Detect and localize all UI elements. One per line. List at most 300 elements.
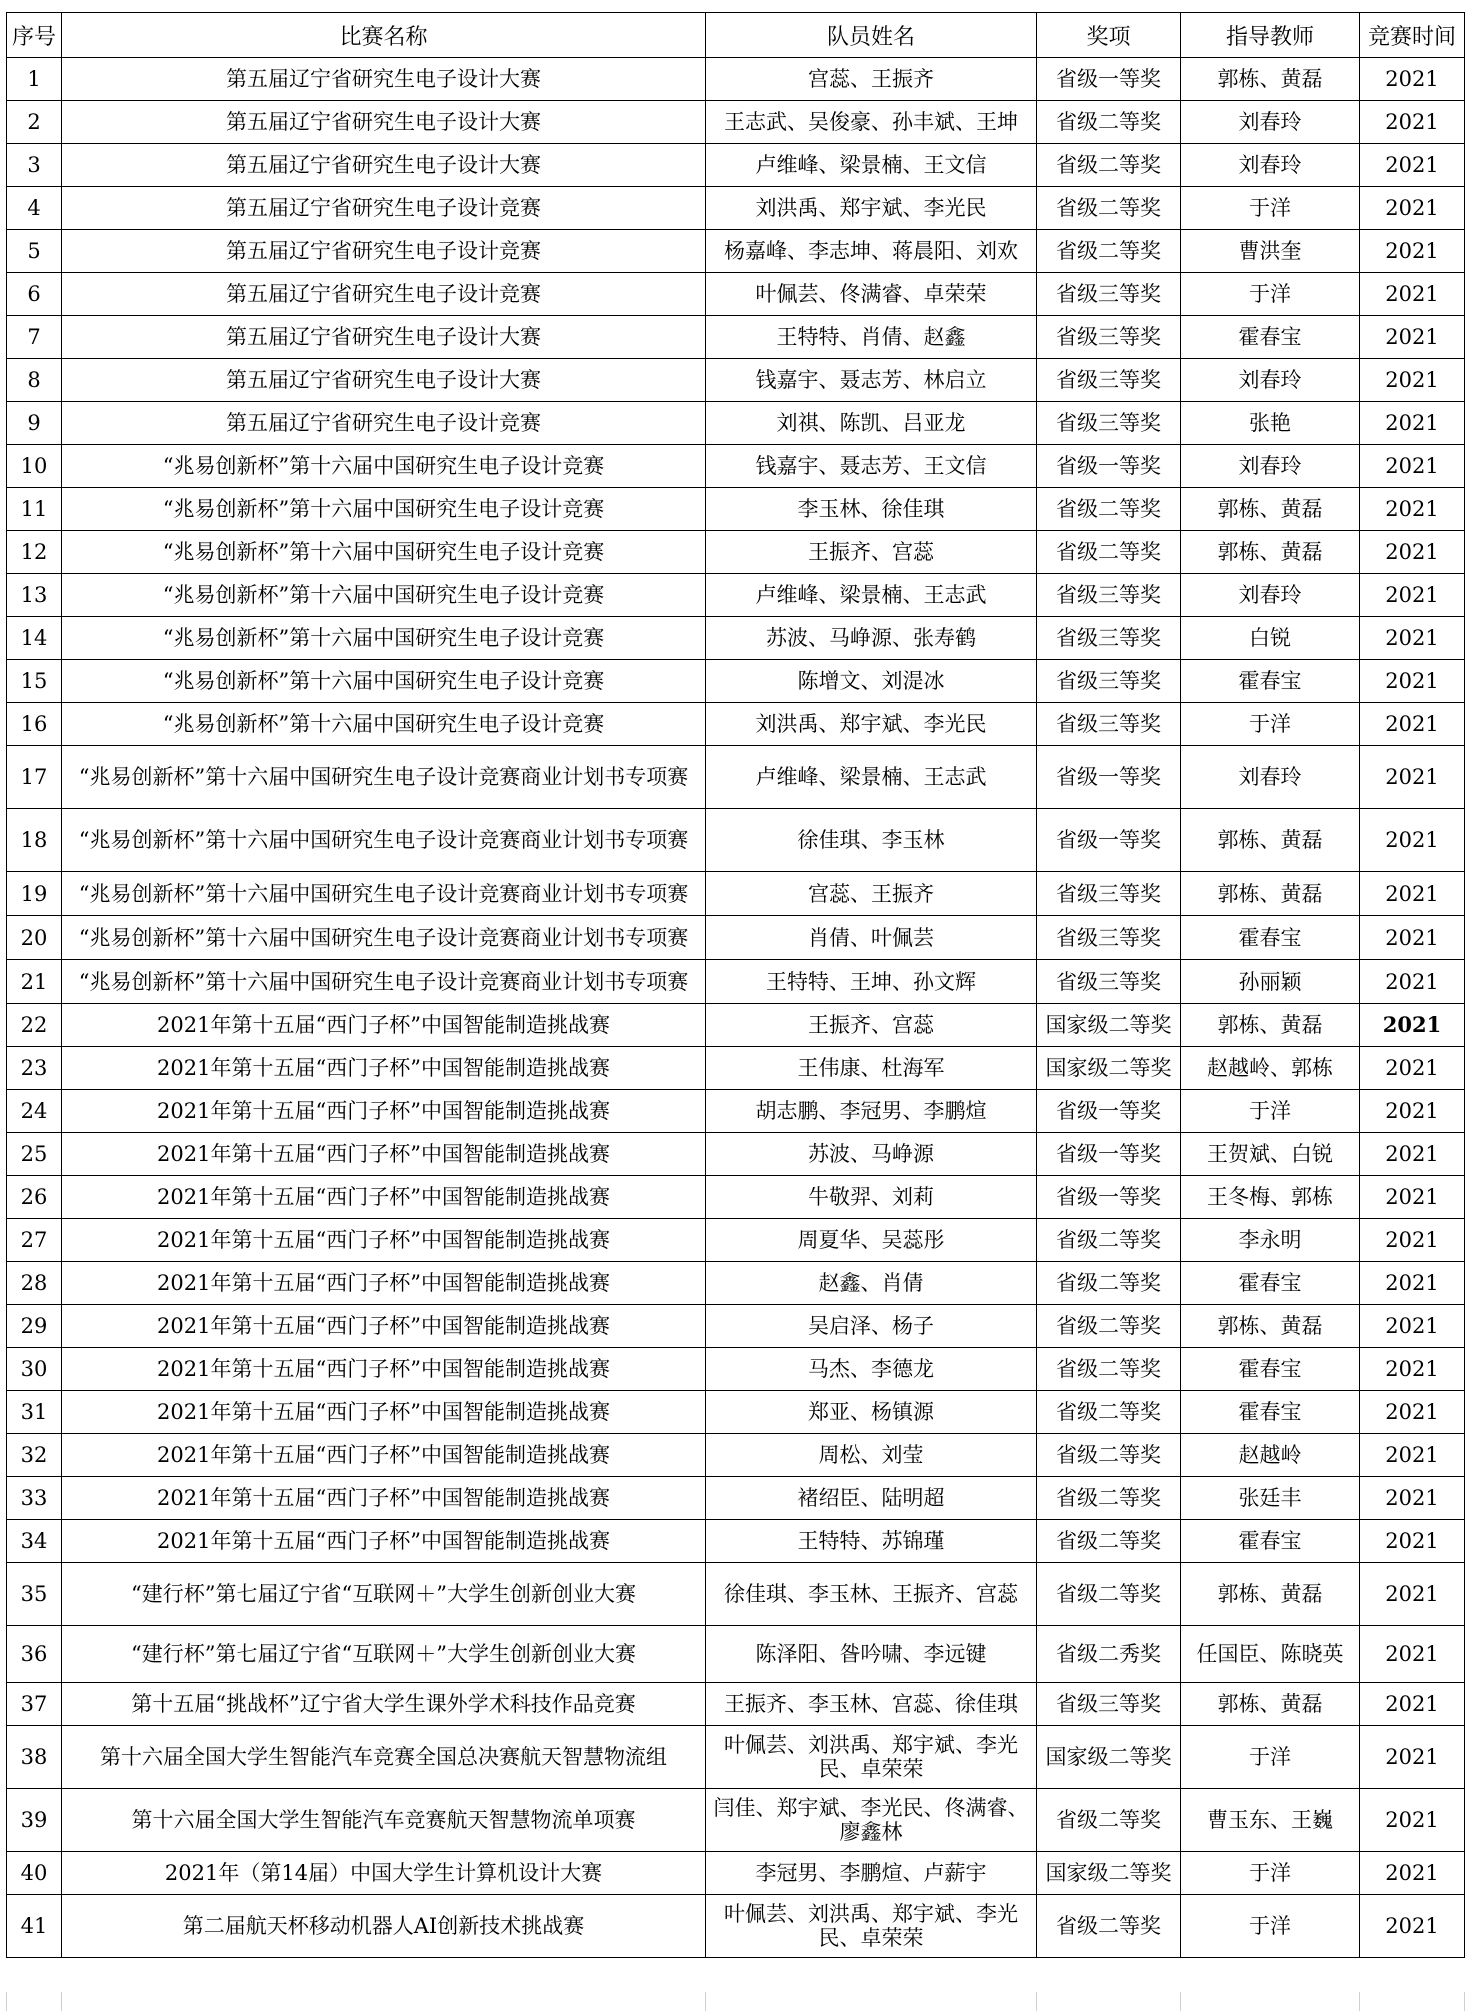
header-members: 队员姓名 (706, 13, 1037, 58)
award-level (1037, 1176, 1181, 1219)
row-number-text: 13 (20, 583, 48, 607)
team-members-text: 卢维峰、梁景楠、王志武 (755, 765, 987, 789)
competition-year-text: 2021 (1382, 1012, 1442, 1037)
competition-year-text: 2021 (1385, 669, 1439, 693)
advisor (1181, 273, 1360, 316)
team-members-text: 肖倩、叶佩芸 (808, 925, 934, 950)
team-members-text: 刘祺、陈凯、吕亚龙 (776, 411, 966, 435)
competition-year-text: 2021 (1385, 540, 1439, 564)
award-level-text: 省级一等奖 (1056, 1185, 1161, 1209)
table-row (7, 402, 1465, 445)
table-row (7, 1789, 1465, 1852)
award-level-text: 省级一等奖 (1056, 765, 1161, 789)
award-level (1037, 488, 1181, 531)
table-row (7, 960, 1465, 1004)
header-row (7, 13, 1465, 58)
award-level-text: 国家级二等奖 (1045, 1056, 1172, 1080)
award-level-text: 省级三等奖 (1056, 881, 1161, 906)
competition-year (1360, 1219, 1465, 1262)
competition-name (62, 1004, 706, 1047)
row-number (7, 660, 62, 703)
advisor (1181, 316, 1360, 359)
advisor (1181, 1262, 1360, 1305)
competition-name (62, 273, 706, 316)
advisor-text: 刘春玲 (1238, 153, 1302, 177)
award-level-text: 省级三等奖 (1056, 282, 1161, 306)
competition-name-text: 2021年第十五届“西门子杯”中国智能制造挑战赛 (157, 1142, 610, 1166)
competition-name-text: “兆易创新杯”第十六届中国研究生电子设计竞赛 (162, 583, 605, 607)
competition-name-text: “兆易创新杯”第十六届中国研究生电子设计竞赛商业计划书专项赛 (78, 828, 689, 852)
competition-year-text: 2021 (1385, 1692, 1439, 1716)
team-members (706, 402, 1037, 445)
award-level-text: 省级三等奖 (1056, 925, 1161, 950)
competition-year-text: 2021 (1385, 497, 1439, 521)
row-number (7, 1219, 62, 1262)
competition-name-text: “兆易创新杯”第十六届中国研究生电子设计竞赛商业计划书专项赛 (78, 969, 689, 994)
team-members-text: 钱嘉宇、聂志芳、王文信 (755, 454, 987, 478)
table-row (7, 316, 1465, 359)
competition-name-text: “兆易创新杯”第十六届中国研究生电子设计竞赛 (162, 669, 605, 693)
competition-year (1360, 1434, 1465, 1477)
advisor-text: 刘春玲 (1238, 765, 1302, 789)
table-row (7, 1563, 1465, 1626)
row-number (7, 187, 62, 230)
row-number-text: 1 (27, 67, 41, 91)
competition-name-text: 第二届航天杯移动机器人AI创新技术挑战赛 (182, 1914, 585, 1938)
award-level-text: 省级二等奖 (1056, 1314, 1161, 1338)
award-level-text: 省级二秀奖 (1056, 1642, 1161, 1666)
team-members-text: 王振齐、李玉林、宫蕊、徐佳琪 (724, 1692, 1018, 1716)
competition-year (1360, 1348, 1465, 1391)
competition-name-text: 2021年第十五届“西门子杯”中国智能制造挑战赛 (157, 1443, 610, 1467)
grid-line (705, 1992, 706, 2011)
competition-name-text: “兆易创新杯”第十六届中国研究生电子设计竞赛 (162, 712, 605, 736)
award-level-text: 省级二等奖 (1056, 1400, 1161, 1424)
team-members (706, 1133, 1037, 1176)
competition-name-text: 2021年第十五届“西门子杯”中国智能制造挑战赛 (157, 1228, 610, 1252)
team-members-text: 周夏华、吴蕊彤 (797, 1228, 945, 1252)
competition-year (1360, 916, 1465, 960)
award-level-text: 省级二等奖 (1056, 153, 1161, 177)
advisor (1181, 1789, 1360, 1852)
row-number-text: 17 (20, 765, 48, 789)
team-members-text: 刘洪禹、郑宇斌、李光民 (755, 712, 987, 736)
award-level (1037, 273, 1181, 316)
competition-name (62, 488, 706, 531)
team-members-text: 王特特、肖倩、赵鑫 (776, 325, 966, 349)
table-row (7, 1348, 1465, 1391)
row-number-text: 7 (27, 325, 41, 349)
advisor (1181, 746, 1360, 809)
advisor (1181, 1348, 1360, 1391)
row-number (7, 1852, 62, 1895)
advisor-text: 王冬梅、郭栋 (1207, 1185, 1333, 1209)
competition-year-text: 2021 (1385, 325, 1439, 349)
competition-year-text: 2021 (1385, 626, 1439, 650)
award-level-text: 省级二等奖 (1056, 1271, 1161, 1295)
advisor (1181, 1004, 1360, 1047)
row-number (7, 1434, 62, 1477)
advisor (1181, 1683, 1360, 1726)
row-number (7, 1726, 62, 1789)
award-level (1037, 809, 1181, 872)
team-members-text: 宫蕊、王振齐 (808, 67, 934, 91)
team-members (706, 187, 1037, 230)
competition-name-text: “兆易创新杯”第十六届中国研究生电子设计竞赛 (162, 540, 605, 564)
row-number-text: 16 (20, 712, 48, 736)
competition-year (1360, 144, 1465, 187)
award-level (1037, 1305, 1181, 1348)
award-level (1037, 58, 1181, 101)
grid-line (1036, 1992, 1037, 2011)
row-number (7, 230, 62, 273)
competition-name (62, 316, 706, 359)
team-members (706, 574, 1037, 617)
competition-name-text: 第五届辽宁省研究生电子设计竞赛 (226, 282, 541, 306)
competition-year-text: 2021 (1385, 1185, 1439, 1209)
row-number (7, 1683, 62, 1726)
advisor-text: 于洋 (1249, 196, 1291, 220)
table-row (7, 617, 1465, 660)
competition-year-text: 2021 (1385, 1056, 1439, 1080)
advisor (1181, 916, 1360, 960)
row-number-text: 19 (20, 881, 48, 906)
row-number (7, 872, 62, 916)
competition-name (62, 230, 706, 273)
team-members (706, 1176, 1037, 1219)
award-level-text: 省级三等奖 (1056, 368, 1161, 392)
competition-name (62, 660, 706, 703)
row-number-text: 18 (20, 828, 48, 852)
row-number-text: 9 (27, 411, 41, 435)
award-level (1037, 574, 1181, 617)
advisor-text: 郭栋、黄磊 (1217, 497, 1323, 521)
competition-name-text: “兆易创新杯”第十六届中国研究生电子设计竞赛商业计划书专项赛 (78, 765, 689, 789)
team-members (706, 1219, 1037, 1262)
row-number (7, 359, 62, 402)
row-number (7, 1004, 62, 1047)
competition-year (1360, 273, 1465, 316)
header-teacher: 指导教师 (1181, 13, 1360, 58)
row-number (7, 809, 62, 872)
table-row (7, 1219, 1465, 1262)
competition-name (62, 1176, 706, 1219)
advisor-text: 霍春宝 (1238, 669, 1302, 693)
row-number (7, 316, 62, 359)
team-members (706, 230, 1037, 273)
row-number-text: 21 (20, 969, 48, 994)
competition-name (62, 402, 706, 445)
award-level-text: 省级二等奖 (1056, 1228, 1161, 1252)
competition-name-text: 2021年第十五届“西门子杯”中国智能制造挑战赛 (157, 1185, 610, 1209)
competition-name (62, 1133, 706, 1176)
table-row (7, 1391, 1465, 1434)
team-members-text: 吴启泽、杨子 (808, 1314, 934, 1338)
award-level (1037, 187, 1181, 230)
advisor-text: 于洋 (1249, 1099, 1291, 1123)
team-members-text: 卢维峰、梁景楠、王文信 (755, 153, 987, 177)
competition-name-text: 2021年第十五届“西门子杯”中国智能制造挑战赛 (157, 1271, 610, 1295)
competition-year-text: 2021 (1385, 1486, 1439, 1510)
row-number-text: 39 (20, 1808, 48, 1832)
award-level-text: 省级二等奖 (1056, 1486, 1161, 1510)
advisor-text: 郭栋、黄磊 (1217, 881, 1323, 906)
competition-name (62, 1789, 706, 1852)
row-number-text: 23 (20, 1056, 48, 1080)
row-number-text: 3 (27, 153, 41, 177)
header-competition: 比赛名称 (62, 13, 706, 58)
award-level-text: 省级二等奖 (1056, 1443, 1161, 1467)
award-level (1037, 703, 1181, 746)
table-row (7, 916, 1465, 960)
competition-name-text: 2021年第十五届“西门子杯”中国智能制造挑战赛 (157, 1529, 610, 1553)
team-members (706, 1683, 1037, 1726)
competition-name-text: 第十六届全国大学生智能汽车竞赛全国总决赛航天智慧物流组 (100, 1745, 667, 1769)
competition-year-text: 2021 (1385, 828, 1439, 852)
row-number (7, 1477, 62, 1520)
advisor-text: 刘春玲 (1238, 583, 1302, 607)
row-number (7, 960, 62, 1004)
table-row (7, 445, 1465, 488)
row-number (7, 402, 62, 445)
team-members-text: 陈增文、刘湜冰 (797, 669, 945, 693)
advisor-text: 霍春宝 (1238, 1400, 1302, 1424)
row-number (7, 531, 62, 574)
competition-year-text: 2021 (1385, 1314, 1439, 1338)
competition-year (1360, 1047, 1465, 1090)
advisor-text: 霍春宝 (1238, 925, 1302, 950)
competition-name (62, 445, 706, 488)
award-level (1037, 1895, 1181, 1958)
advisor-text: 王贺斌、白锐 (1207, 1142, 1333, 1166)
table-row (7, 488, 1465, 531)
advisor (1181, 101, 1360, 144)
advisor (1181, 703, 1360, 746)
grid-line (1464, 1992, 1465, 2011)
team-members (706, 703, 1037, 746)
team-members-text: 叶佩芸、佟满睿、卓荣荣 (755, 282, 987, 306)
competition-year (1360, 445, 1465, 488)
competition-name-text: 第五届辽宁省研究生电子设计大赛 (226, 368, 541, 392)
row-number (7, 1348, 62, 1391)
advisor-text: 李永明 (1238, 1228, 1302, 1252)
competition-year (1360, 1262, 1465, 1305)
competition-name (62, 703, 706, 746)
advisor (1181, 1219, 1360, 1262)
competition-year-text: 2021 (1385, 1142, 1439, 1166)
table-row (7, 872, 1465, 916)
advisor (1181, 1477, 1360, 1520)
table-row (7, 1852, 1465, 1895)
competition-name (62, 1047, 706, 1090)
competition-year (1360, 1133, 1465, 1176)
advisor (1181, 187, 1360, 230)
advisor-text: 刘春玲 (1238, 368, 1302, 392)
competition-year-text: 2021 (1385, 153, 1439, 177)
competition-year (1360, 1004, 1465, 1047)
row-number (7, 1262, 62, 1305)
team-members (706, 58, 1037, 101)
award-level (1037, 1789, 1181, 1852)
competition-year (1360, 58, 1465, 101)
advisor (1181, 402, 1360, 445)
team-members (706, 488, 1037, 531)
competition-year-text: 2021 (1385, 368, 1439, 392)
table-row (7, 1305, 1465, 1348)
award-level-text: 省级三等奖 (1056, 969, 1161, 994)
grid-line (1359, 1992, 1360, 2011)
competition-name-text: 2021年第十五届“西门子杯”中国智能制造挑战赛 (157, 1486, 610, 1510)
advisor-text: 于洋 (1249, 282, 1291, 306)
team-members (706, 1391, 1037, 1434)
competition-year-text: 2021 (1385, 583, 1439, 607)
table-row (7, 1133, 1465, 1176)
team-members-text: 郑亚、杨镇源 (808, 1400, 934, 1424)
team-members (706, 1305, 1037, 1348)
competition-name-text: 2021年第十五届“西门子杯”中国智能制造挑战赛 (157, 1400, 610, 1424)
row-number (7, 1090, 62, 1133)
advisor (1181, 230, 1360, 273)
team-members (706, 1852, 1037, 1895)
competition-name-text: “兆易创新杯”第十六届中国研究生电子设计竞赛商业计划书专项赛 (78, 925, 689, 950)
award-level (1037, 1434, 1181, 1477)
competition-year-text: 2021 (1385, 1228, 1439, 1252)
competition-name (62, 1895, 706, 1958)
advisor (1181, 1895, 1360, 1958)
competition-name (62, 1726, 706, 1789)
advisor-text: 郭栋、黄磊 (1217, 1314, 1323, 1338)
team-members (706, 660, 1037, 703)
team-members (706, 1477, 1037, 1520)
competition-name-text: 2021年第十五届“西门子杯”中国智能制造挑战赛 (157, 1056, 610, 1080)
row-number (7, 746, 62, 809)
advisor (1181, 1047, 1360, 1090)
competition-year (1360, 1090, 1465, 1133)
competition-name (62, 872, 706, 916)
competition-year (1360, 1852, 1465, 1895)
award-level-text: 省级二等奖 (1056, 110, 1161, 134)
team-members (706, 1434, 1037, 1477)
competition-year-text: 2021 (1385, 110, 1439, 134)
row-number-text: 38 (20, 1745, 48, 1769)
competition-name-text: 第五届辽宁省研究生电子设计竞赛 (226, 411, 541, 435)
advisor-text: 郭栋、黄磊 (1217, 1582, 1323, 1606)
advisor-text: 霍春宝 (1238, 1529, 1302, 1553)
award-level (1037, 144, 1181, 187)
competition-name (62, 1626, 706, 1683)
competition-year-text: 2021 (1385, 1357, 1439, 1381)
table-row (7, 1895, 1465, 1958)
row-number-text: 41 (20, 1914, 48, 1938)
competition-year (1360, 1176, 1465, 1219)
competition-name (62, 1391, 706, 1434)
award-level-text: 国家级二等奖 (1045, 1013, 1172, 1037)
award-level-text: 省级二等奖 (1056, 1529, 1161, 1553)
row-number-text: 8 (27, 368, 41, 392)
award-level (1037, 1563, 1181, 1626)
team-members (706, 144, 1037, 187)
competition-name-text: “兆易创新杯”第十六届中国研究生电子设计竞赛 (162, 497, 605, 521)
awards-table (6, 12, 1465, 1958)
team-members (706, 445, 1037, 488)
team-members-text: 王伟康、杜海军 (797, 1056, 945, 1080)
team-members (706, 1047, 1037, 1090)
competition-name (62, 809, 706, 872)
award-level (1037, 1726, 1181, 1789)
grid-line (6, 1992, 7, 2011)
competition-year-text: 2021 (1385, 1099, 1439, 1123)
award-level (1037, 531, 1181, 574)
advisor-text: 郭栋、黄磊 (1217, 1013, 1323, 1037)
row-number-text: 37 (20, 1692, 48, 1716)
team-members-text: 李冠男、李鹏煊、卢薪宇 (755, 1861, 987, 1885)
award-level-text: 省级三等奖 (1056, 626, 1161, 650)
table-row (7, 660, 1465, 703)
advisor-text: 于洋 (1249, 712, 1291, 736)
competition-year (1360, 1626, 1465, 1683)
row-number (7, 916, 62, 960)
award-level-text: 省级二等奖 (1056, 239, 1161, 263)
row-number-text: 29 (20, 1314, 48, 1338)
advisor (1181, 960, 1360, 1004)
advisor (1181, 58, 1360, 101)
row-number-text: 27 (20, 1228, 48, 1252)
team-members (706, 872, 1037, 916)
team-members (706, 1090, 1037, 1133)
team-members-text: 牛敬羿、刘莉 (808, 1185, 934, 1209)
award-level (1037, 402, 1181, 445)
table-row (7, 144, 1465, 187)
row-number-text: 35 (20, 1582, 48, 1606)
competition-year (1360, 872, 1465, 916)
table-row (7, 574, 1465, 617)
advisor-text: 郭栋、黄磊 (1217, 540, 1323, 564)
table-row (7, 1004, 1465, 1047)
award-level (1037, 1626, 1181, 1683)
table-row (7, 703, 1465, 746)
advisor-text: 曹洪奎 (1238, 239, 1302, 263)
competition-year (1360, 1895, 1465, 1958)
advisor-text: 任国臣、陈晓英 (1196, 1642, 1344, 1666)
advisor (1181, 531, 1360, 574)
advisor (1181, 617, 1360, 660)
award-level (1037, 1047, 1181, 1090)
row-number (7, 1391, 62, 1434)
competition-name (62, 617, 706, 660)
team-members (706, 316, 1037, 359)
competition-year-text: 2021 (1385, 1443, 1439, 1467)
row-number-text: 24 (20, 1099, 48, 1123)
award-level (1037, 1852, 1181, 1895)
team-members-text: 徐佳琪、李玉林、王振齐、宫蕊 (724, 1582, 1018, 1606)
table-body (7, 58, 1465, 1958)
table-row (7, 1434, 1465, 1477)
advisor (1181, 1391, 1360, 1434)
table-row (7, 1477, 1465, 1520)
row-number (7, 144, 62, 187)
award-level-text: 省级二等奖 (1056, 1582, 1161, 1606)
award-level (1037, 1477, 1181, 1520)
award-level-text: 省级二等奖 (1056, 1914, 1161, 1938)
competition-name (62, 1563, 706, 1626)
competition-name (62, 58, 706, 101)
row-number-text: 4 (27, 196, 41, 220)
row-number (7, 703, 62, 746)
table-row (7, 1047, 1465, 1090)
table-row (7, 809, 1465, 872)
team-members-text: 王志武、吴俊豪、孙丰斌、王坤 (724, 110, 1018, 134)
team-members (706, 617, 1037, 660)
